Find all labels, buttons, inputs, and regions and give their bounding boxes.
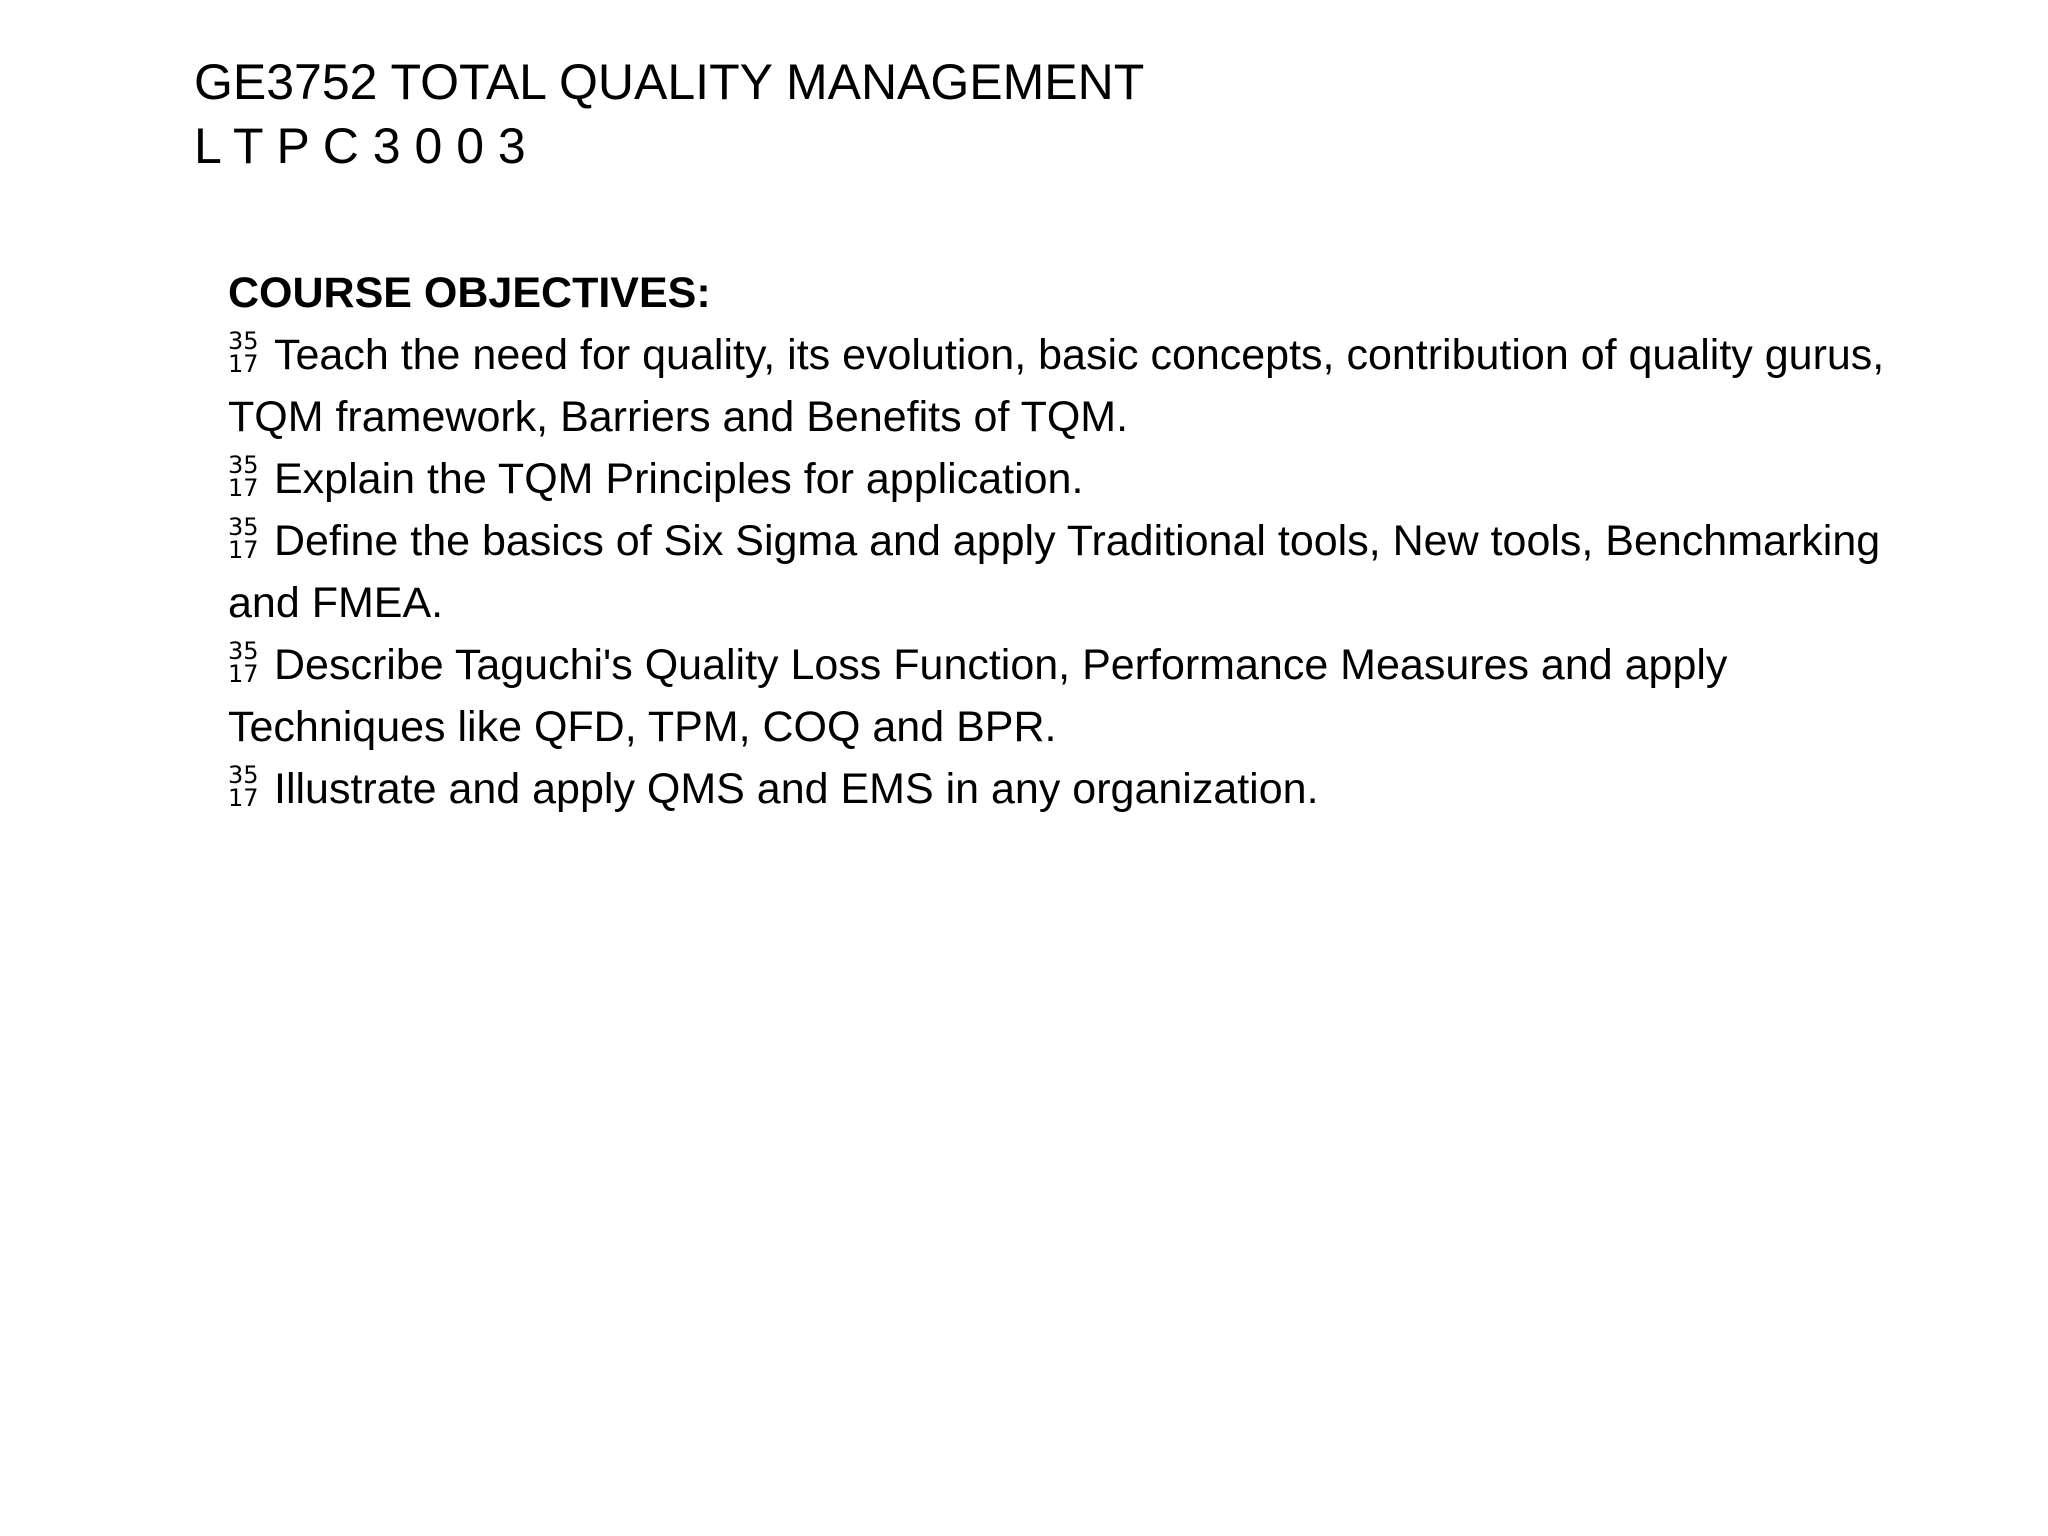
- objective-text: Define the basics of Six Sigma and apply Traditional tools, New tools, Benchmarking and FMEA.: [228, 517, 1881, 627]
- bullet-icon: 35 17: [228, 327, 259, 378]
- objective-item: [228, 324, 1888, 448]
- bullet-icon: 35 17: [228, 513, 259, 564]
- title-block: [194, 50, 1894, 178]
- ltpc-line: L T P C 3 0 0 3: [194, 118, 526, 174]
- objectives-section: [228, 262, 1888, 820]
- objective-text: Explain the TQM Principles for application.: [274, 455, 1084, 503]
- objective-item: [228, 634, 1888, 758]
- course-title: GE3752 TOTAL QUALITY MANAGEMENT: [194, 54, 1145, 110]
- bullet-icon: 35 17: [228, 761, 259, 812]
- objective-text: Describe Taguchi's Quality Loss Function, Performance Measures and apply Techniques like QFD, TPM, COQ and BPR.: [228, 641, 1728, 751]
- objective-item: [228, 758, 1888, 820]
- objectives-heading: COURSE OBJECTIVES:: [228, 269, 711, 317]
- bullet-icon: 35 17: [228, 637, 259, 688]
- objective-text: Illustrate and apply QMS and EMS in any organization.: [274, 765, 1319, 813]
- bullet-icon: 35 17: [228, 451, 259, 502]
- objective-item: [228, 448, 1888, 510]
- objective-text: Teach the need for quality, its evolution, basic concepts, contribution of quality gurus, TQM framework, Barriers and Benefits of TQM.: [228, 331, 1885, 441]
- objective-item: [228, 510, 1888, 634]
